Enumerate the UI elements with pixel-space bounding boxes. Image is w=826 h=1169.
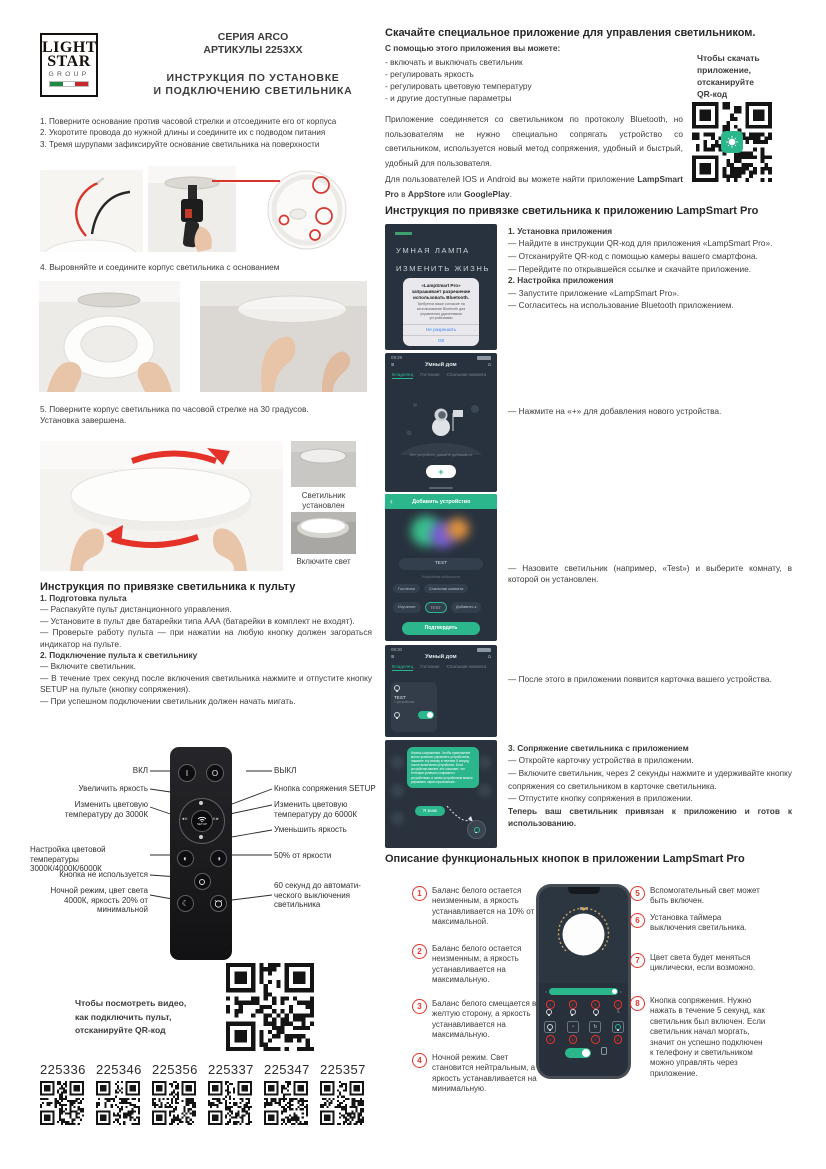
function-text-4: Ночной режим. Свет становится нейтральным, а яркость устанавливается на минимальную. [432, 1053, 537, 1094]
feature-1: - включать и выключать светильник [385, 57, 523, 67]
share-icon: ⌂ [487, 654, 491, 660]
function-number-1: 1 [412, 886, 427, 901]
italy-flag-stripe [49, 81, 89, 87]
photo-wires [40, 170, 143, 252]
photo-rotate-fixture [40, 441, 283, 571]
share-icon: ⌂ [487, 362, 491, 368]
install-app-1: — Найдите в инструкции QR-код для приложения «LampSmart Pro». [508, 238, 773, 249]
logo-light: LIGHT [42, 39, 97, 56]
install-step-5-line1: 5. Поверните корпус светильника по часовой стрелке на 30 градусов. [40, 404, 309, 414]
function-item-3 [412, 999, 540, 1041]
warm-key-label: ◄K [181, 816, 188, 821]
pairing-title: 3. Сопряжение светильника с приложением [508, 743, 689, 753]
status-bar [385, 353, 497, 360]
aux-light-icon [547, 1024, 553, 1030]
function-number-5: 5 [630, 886, 645, 901]
remote-prep-1: — Распакуйте пульт дистанционного управления. [40, 604, 232, 615]
power-off-button: O [206, 764, 224, 782]
remote-pairing-section [40, 581, 372, 707]
label-setup: Кнопка сопряжения SETUP [274, 784, 376, 793]
pairing-button [467, 820, 486, 839]
room-tabs [385, 370, 497, 381]
label-cold-6000: Изменить цветовую температуру до 6000К [274, 800, 358, 819]
setup-app-title: 2. Настройка приложения [508, 275, 614, 286]
article-qr-3 [152, 1081, 196, 1125]
functions-section-title: Описание функциональных кнопок в приложении LampSmart Pro [385, 853, 745, 865]
stores-text: или [445, 188, 464, 199]
device-card-controls [394, 711, 434, 719]
remote-prep-title: 1. Подготовка пульта [40, 593, 127, 603]
night-mode-icon: ☾ [177, 895, 194, 912]
dialog-title: «LampSmart Pro» запрашивает разрешение использовать Bluetooth. [411, 283, 471, 300]
remote-control [170, 747, 232, 960]
app-screenshot-device-card [385, 645, 497, 737]
article-column [96, 1062, 142, 1125]
photo-align-body [39, 281, 180, 392]
label-on: ВКЛ [132, 766, 148, 775]
bulb-icon [546, 1009, 552, 1015]
install-app-3: — Перейдите по открывшейся ссылке и скачайте приложение. [508, 263, 752, 274]
app-header [385, 652, 497, 662]
label-night-mode: Ночной режим, цвет света 4000К, яркость 20% от минимальной [50, 886, 148, 915]
remote-prep-2: — Установите в пульт две батарейки типа ААА (батарейки в комплект не входят). [40, 615, 355, 626]
caption-installed: Светильник установлен [301, 491, 346, 510]
setup-app-2: — Согласитесь на использование Bluetooth приложением. [508, 300, 734, 311]
article-qr-6 [320, 1081, 364, 1125]
feature-2: - регулировать яркость [385, 69, 474, 79]
app-screenshot-home-empty [385, 353, 497, 492]
bulb-icon [199, 879, 205, 885]
video-caption-1: Чтобы посмотреть видео, [75, 998, 187, 1008]
device-card-text: — После этого в приложении появится карточка вашего устройства. [508, 674, 772, 684]
app-feature-list [385, 56, 685, 104]
splash-line-2: ИЗМЕНИТЬ ЖИЗНЬ [396, 264, 491, 273]
article-column [320, 1062, 366, 1125]
stores-text: Для пользователей IOS и Android вы можете найти приложение [385, 174, 638, 184]
app-subtitle: С помощью этого приложения вы можете: [385, 43, 561, 53]
phone-notch [568, 887, 600, 894]
function-number-4: 4 [412, 1053, 427, 1068]
device-card-sub: 1 устройство [394, 700, 415, 704]
splash-line-1: УМНАЯ ЛАМПА [396, 246, 470, 255]
pairing-tooltip: Кнопка сопряжения. Чтобы приложение могло успешно управлять устройством, нажмите эту кнопку в течение 5 секунд после включения устройства. Если устройство мигает, это означает, что телефон успешно сопряжен с устройством, и затем устройством можно управлять через приложение. [407, 747, 479, 788]
pairing-icon [615, 1024, 621, 1030]
app-qr-caption-2: приложение, [697, 65, 752, 75]
got-it-button: Я знаю [415, 806, 445, 816]
stores-text: . [509, 188, 512, 199]
video-caption-2: как подключить пульт, [75, 1011, 172, 1022]
app-screenshot-add-device [385, 494, 497, 641]
home-indicator [429, 487, 453, 490]
function-text-5: Вспомогательный свет может быть включен. [650, 886, 760, 906]
device-name-field: TEST [399, 558, 483, 570]
app-qr-wrap [692, 102, 772, 182]
function-number-3: 3 [412, 999, 427, 1014]
blob-orange [447, 518, 469, 540]
article-number-6: 225357 [320, 1062, 366, 1077]
remote-connect-1: — Включите светильник. [40, 661, 136, 672]
splash-logo [395, 232, 412, 235]
install-app-title: 1. Установка приложения [508, 226, 613, 236]
pairing-text [508, 743, 792, 830]
bulb-icon [394, 685, 400, 691]
nearby-hint: Устройства поблизости [421, 575, 461, 579]
photo-fixture-installed [291, 441, 356, 487]
empty-state-text: Нет устройств, давайте добавим их [409, 453, 473, 457]
brightness-down-dot [199, 835, 203, 839]
home-title: Умный дом [425, 362, 457, 368]
status-icons [477, 648, 491, 652]
cycle-icon: ↻ [593, 1024, 598, 1030]
chip-add-room: Добавить к [451, 602, 482, 613]
blurred-icon [391, 756, 404, 769]
remote-diagram [30, 745, 386, 980]
pairing-1: — Откройте карточку устройства в приложении. [508, 755, 694, 766]
dialog-body: Требуется ваше согласие на использование Bluetooth для управления удаленными устройствами [416, 302, 466, 321]
power-toggle [565, 1048, 591, 1058]
tab-living-room: Гостиная [420, 664, 440, 669]
timer-icon [214, 899, 223, 908]
app-screenshot-pairing [385, 740, 497, 848]
photo-attach-body [200, 281, 367, 392]
article-column [264, 1062, 310, 1125]
remote-connect-3: — При успешном подключении светильник должен начать мигать. [40, 695, 296, 706]
deny-button: Не разрешать [403, 324, 479, 335]
function-item-7 [630, 953, 790, 974]
bulb-icon [570, 1009, 576, 1015]
install-app-text [508, 226, 792, 312]
back-icon: ‹ [390, 497, 393, 506]
function-item-2 [412, 944, 540, 986]
blurred-icon [391, 812, 404, 825]
video-qr-code [226, 963, 314, 1051]
install-steps-1-3 [40, 116, 375, 150]
pairing-bulb-icon [474, 827, 480, 833]
tab-bedroom: Спальная комната [446, 372, 487, 377]
tab-living-room: Гостиная [420, 372, 440, 377]
device-card [391, 682, 437, 732]
cold-key-label: K► [213, 816, 220, 821]
doc-title-line1: ИНСТРУКЦИЯ ПО УСТАНОВКЕ [166, 72, 340, 84]
remote-connect-title: 2. Подключение пульта к светильнику [40, 650, 198, 661]
remote-section-title: Инструкция по привязке светильника к пульту [40, 581, 296, 593]
device-card-name: TEST [394, 695, 406, 700]
lampsmart-app-icon [721, 131, 743, 153]
name-device-text: — Назовите светильник (например, «Test») и выберите комнату, в которой он установлен. [508, 563, 792, 585]
tab-owner: Владелец [392, 372, 414, 377]
astronaut-illustration [385, 393, 497, 455]
logo-group: GROUP [48, 71, 90, 78]
preset-icons-row [546, 1009, 622, 1015]
function-text-3: Баланс белого смещается в желтую сторону, а яркость устанавливается на максимальную. [432, 999, 537, 1040]
power-on-button: I [178, 764, 196, 782]
status-time: 09:30 [391, 647, 402, 652]
menu-icon: ≡ [391, 362, 395, 368]
setup-app-1: — Запустите приложение «LampSmart Pro». [508, 287, 680, 298]
add-device-text: — Нажмите на «+» для добавления нового устройства. [508, 406, 722, 416]
label-temp-presets: Настройка цветовой температуры 3000К/4000К/6000К [30, 845, 106, 874]
chip-study: Изучение [393, 602, 421, 613]
function-item-8 [630, 996, 790, 1079]
preset-numbers-row: 1 2 3 4 [546, 1000, 622, 1009]
article-column [40, 1062, 86, 1125]
function-text-6: Установка таймера выключения светильника. [650, 913, 747, 933]
install-step-3: 3. Тремя шурупами зафиксируйте основание светильника на поверхности [40, 139, 320, 149]
brightness-up-dot [199, 801, 203, 805]
blurred-icon [478, 784, 491, 797]
status-time: 09:29 [391, 355, 402, 360]
app-qr-caption [697, 52, 792, 100]
pairing-done: Теперь ваш светильник привязан к приложению и готов к использованию. [508, 805, 792, 829]
function-item-1 [412, 886, 540, 928]
brightness-slider: ◃ ▹ [545, 989, 622, 994]
install-step-5 [40, 404, 375, 427]
lightstar-logo [40, 33, 98, 97]
function-number-6: 6 [630, 913, 645, 928]
article-qr-1 [40, 1081, 84, 1125]
bluetooth-permission-dialog [403, 278, 479, 346]
room-chip-row-1 [393, 584, 468, 593]
article-column [152, 1062, 198, 1125]
function-icons-row [544, 1021, 624, 1033]
add-device-title: Добавить устройство [412, 498, 471, 505]
label-brightness-down: Уменьшить яркость [274, 825, 347, 834]
function-item-5 [630, 886, 790, 907]
caption-turn-on: Включите свет [296, 557, 351, 566]
half-brightness-icon: ◑ [210, 850, 227, 867]
brightness-dial [553, 904, 614, 965]
bluetooth-paragraph: Приложение соединяется со светильником по протоколу Bluetooth, но пользователям не нужно специально сопрягать устройство со светильником, используется новый метод сопряжения, удобный и быстрый, удобный для пользователя. [385, 114, 683, 168]
video-qr-caption [75, 997, 225, 1038]
add-device-header [385, 494, 497, 509]
tab-owner: Владелец [392, 664, 414, 669]
status-icons [477, 356, 491, 360]
install-step-2: 2. Укоротите провода до нужной длины и соедините их с подводом питания [40, 128, 326, 138]
photo-light-on [291, 512, 356, 554]
app-header [385, 360, 497, 370]
blurred-icon [478, 756, 491, 769]
function-text-8: Кнопка сопряжения. Нужно нажать в течение 5 секунд, как светильник был включен. Если светильник начал моргать, значит он успешно подключен к телефону и светильником можно управлять через приложение. [650, 996, 766, 1078]
timer-button [210, 895, 227, 912]
color-temp-cycle-icon: ◐ [177, 850, 194, 867]
setup-label: SETUP [196, 822, 207, 826]
bulb-button [194, 873, 211, 890]
feature-4: - и другие доступные параметры [385, 93, 512, 103]
label-unused: Кнопка не используется [59, 870, 148, 879]
stores-paragraph [385, 172, 683, 201]
install-app-2: — Отсканируйте QR-код с помощью камеры вашего смартфона. [508, 251, 758, 261]
device-toggle [418, 711, 434, 719]
photo-drill [148, 166, 236, 252]
room-tabs [385, 662, 497, 673]
bulb-icon [593, 1009, 599, 1015]
install-step-5-line2: Установка завершена. [40, 415, 127, 426]
blurred-icon [391, 784, 404, 797]
red-pointer-line [212, 180, 280, 182]
appstore-name: AppStore [407, 188, 446, 199]
function-number-8: 8 [630, 996, 645, 1011]
function-text-7: Цвет света будет меняться циклически, если возможно. [650, 953, 756, 973]
function-item-4 [412, 1053, 540, 1095]
label-brightness-up: Увеличить яркость [78, 784, 148, 793]
menu-icon: ≡ [391, 654, 395, 660]
document-header [150, 31, 356, 98]
function-text-2: Баланс белого остается неизменным, а яркость устанавливается на максимальную. [432, 944, 522, 985]
label-50-brightness: 50% от яркости [274, 851, 332, 860]
app-screenshot-splash [385, 224, 497, 350]
timer-icon: ◔ [571, 1024, 575, 1030]
feature-3: - регулировать цветовую температуру [385, 81, 532, 91]
app-qr-caption-3: отсканируйте [697, 77, 755, 87]
label-warm-3000: Изменить цветовую температуру до 3000К [64, 800, 148, 819]
article-qr-2 [96, 1081, 140, 1125]
article-qr-4 [208, 1081, 252, 1125]
remote-prep-3: — Проверьте работу пульта — при нажатии на любую кнопку должен загораться индикатор на пульте. [40, 627, 372, 649]
remote-connect-2: — В течение трех секунд после включения светильника нажмите и отпустите кнопку SETUP на пульте (кнопку сопряжения). [40, 672, 372, 695]
stores-text: в [398, 188, 408, 199]
chip-bedroom: Спальная комната [424, 584, 469, 593]
chip-test-selected: TEST [425, 602, 447, 613]
label-off: ВЫКЛ [274, 766, 297, 775]
app-qr-caption-1: Чтобы скачать [697, 53, 760, 63]
articles-label: АРТИКУЛЫ 2253ХХ [203, 44, 303, 56]
setup-button [191, 810, 213, 832]
bulb-outline-icon [394, 712, 400, 718]
app-section-title: Скачайте специальное приложение для управления светильником. [385, 27, 756, 39]
pairing-3: — Отпустите кнопку сопряжения в приложении. [508, 793, 693, 804]
confirm-button: Подтвердить [402, 622, 480, 635]
tab-bedroom: Спальная комната [446, 664, 487, 669]
logo-star: STAR [47, 53, 91, 70]
add-device-button: + [426, 465, 456, 478]
function-item-6 [630, 913, 790, 934]
install-step-4: 4. Выровняйте и соедините корпус светильника с основанием [40, 262, 280, 272]
binding-section-title: Инструкция по привязке светильника к приложению LampSmart Pro [385, 205, 759, 217]
article-qr-5 [264, 1081, 308, 1125]
function-number-7: 7 [630, 953, 645, 968]
article-number-1: 225336 [40, 1062, 86, 1077]
article-column [208, 1062, 254, 1125]
pairing-2: — Включите светильник, через 2 секунды нажмите и удерживайте кнопку сопряжения со светильником в карточке светильника. [508, 768, 792, 791]
function-numbers-row: 5 6 7 8 [546, 1035, 622, 1044]
mic-icon [601, 1047, 607, 1055]
article-number-3: 225356 [152, 1062, 198, 1077]
ok-button: ОК [403, 335, 479, 346]
function-text-1: Баланс белого остается неизменным, а яркость устанавливается на 10% от максимальной. [432, 886, 535, 927]
series-label: СЕРИЯ ARCO [217, 31, 289, 43]
article-number-4: 225337 [208, 1062, 254, 1077]
chip-living-room: Гостиная [393, 584, 420, 593]
doc-title-line2: И ПОДКЛЮЧЕНИЮ СВЕТИЛЬНИКА [153, 85, 353, 97]
article-number-2: 225346 [96, 1062, 142, 1077]
lampsmart-name: LampSmart Pro [385, 174, 683, 199]
article-number-5: 225347 [264, 1062, 310, 1077]
moon-icon: ☾ [616, 1009, 622, 1015]
home-title: Умный дом [425, 654, 457, 660]
dimmer-screen [539, 887, 628, 1076]
label-60s-off: 60 секунд до автоматического выключения светильника [274, 881, 361, 910]
status-bar [385, 645, 497, 652]
function-number-2: 2 [412, 944, 427, 959]
install-step-1: 1. Поверните основание против часовой стрелки и отсоедините его от корпуса [40, 117, 337, 126]
googleplay-name: GooglePlay [463, 188, 510, 199]
dimmer-phone-mockup [536, 884, 631, 1079]
app-qr-caption-4: QR-код [697, 89, 728, 99]
room-chip-row-2 [393, 602, 481, 613]
video-caption-3: отсканируйте QR-код [75, 1025, 166, 1035]
